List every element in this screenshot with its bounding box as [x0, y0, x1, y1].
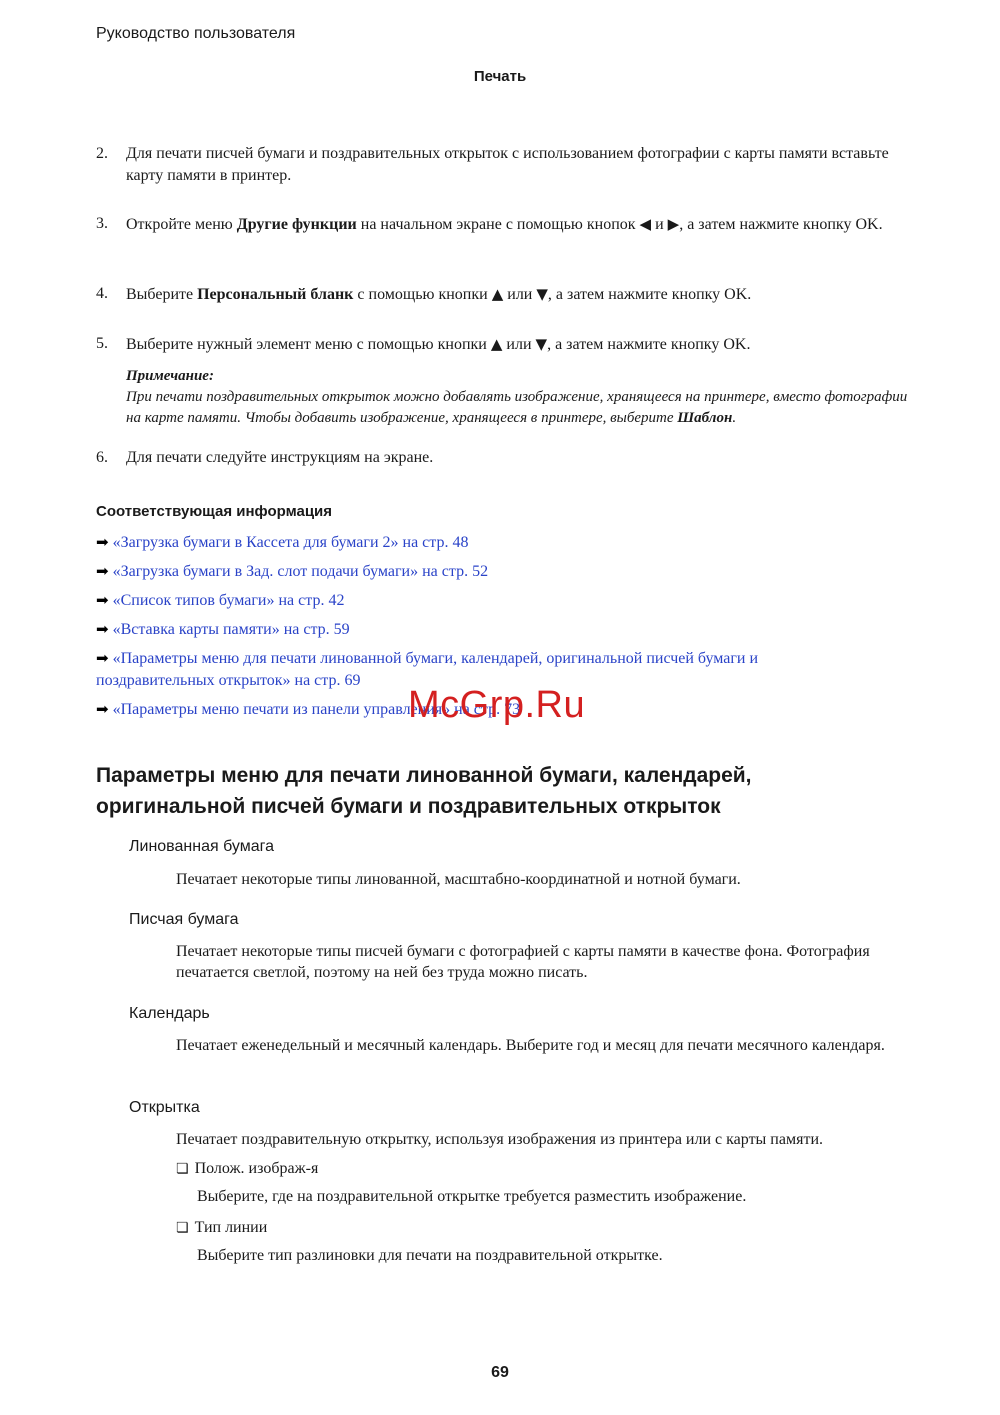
- options-section-heading: Параметры меню для печати линованной бумаги, календарей, оригинальной писчей бумаги и поздравительных открыток: [96, 764, 752, 818]
- step-3: [96, 213, 906, 236]
- arrow-right-icon: ➡: [96, 700, 109, 718]
- note-text: При печати поздравительных открыток можно добавлять изображение, хранящееся на принтере, вместо фотографии на карте памяти. Чтобы добавить изображение, хранящееся в принтере, выберите: [126, 389, 908, 426]
- related-link: [96, 618, 856, 641]
- checkbox-bullet-icon: ❏: [176, 1161, 189, 1177]
- menu-name-personal-letterhead: Персональный бланк: [197, 286, 354, 303]
- sub-item: [176, 1219, 267, 1237]
- arrow-right-icon: ➡: [96, 591, 109, 609]
- note-text-end: .: [732, 410, 737, 426]
- step-number: 3.: [96, 215, 108, 232]
- menu-item-description: Печатает некоторые типы линованной, масштабно-координатной и нотной бумаги.: [176, 871, 741, 888]
- step-number: 4.: [96, 285, 108, 302]
- related-link-text[interactable]: «Параметры меню печати из панели управления» на стр. 73: [112, 701, 521, 718]
- sub-item-label: Полож. изображ-я: [194, 1160, 319, 1177]
- step-text: и: [651, 216, 668, 233]
- step-text: Выберите нужный элемент меню с помощью кнопки: [126, 336, 491, 353]
- step-text: Выберите: [126, 286, 198, 303]
- arrow-right-icon: ➡: [96, 649, 109, 667]
- step-text: Для печати писчей бумаги и поздравительных открыток с использованием фотографии с карты памяти вставьте карту памяти в принтер.: [126, 145, 889, 184]
- sub-item: [176, 1160, 318, 1178]
- menu-item-name: Открытка: [129, 1099, 200, 1116]
- related-link: [96, 589, 856, 612]
- related-link: [96, 531, 856, 554]
- arrow-right-icon: ➡: [96, 562, 109, 580]
- right-triangle-icon: ▶: [667, 215, 680, 233]
- step-4: [96, 283, 906, 306]
- related-info-title: Соответствующая информация: [96, 503, 333, 520]
- section-title: Печать: [473, 68, 527, 85]
- note-block: [126, 366, 916, 429]
- checkbox-bullet-icon: ❏: [176, 1220, 189, 1236]
- arrow-right-icon: ➡: [96, 533, 109, 551]
- down-triangle-icon: ▼: [536, 285, 548, 303]
- related-link-text[interactable]: «Список типов бумаги» на стр. 42: [112, 592, 345, 609]
- step-text: , а затем нажмите кнопку OK.: [547, 336, 751, 353]
- left-triangle-icon: ◀: [639, 215, 652, 233]
- arrow-right-icon: ➡: [96, 620, 109, 638]
- related-link-text[interactable]: «Загрузка бумаги в Зад. слот подачи бумаги» на стр. 52: [112, 563, 489, 580]
- menu-item-description: Печатает некоторые типы писчей бумаги с фотографией с карты памяти в качестве фона. Фотография печатается светлой, поэтому на ней без труда можно писать.: [176, 943, 870, 981]
- step-text: или: [503, 286, 537, 303]
- guide-title: Руководство пользователя: [96, 25, 296, 42]
- step-text: Для печати следуйте инструкциям на экране.: [126, 449, 434, 466]
- menu-name-other-functions: Другие функции: [236, 216, 357, 233]
- note-template-term: Шаблон: [677, 410, 733, 426]
- menu-item-name: Линованная бумага: [129, 838, 274, 855]
- step-text: с помощью кнопки: [353, 286, 492, 303]
- menu-item-description: Печатает еженедельный и месячный календарь. Выберите год и месяц для печати месячного календаря.: [176, 1037, 885, 1054]
- related-link-text[interactable]: «Вставка карты памяти» на стр. 59: [112, 621, 350, 638]
- step-number: 5.: [96, 335, 108, 352]
- sub-item-label: Тип линии: [194, 1219, 268, 1236]
- step-text: , а затем нажмите кнопку OK.: [547, 286, 752, 303]
- related-link-text[interactable]: «Параметры меню для печати линованной бумаги, календарей, оригинальной писчей бумаги и поздравительных открыток» на стр. 69: [96, 650, 759, 689]
- step-text: на начальном экране с помощью кнопок: [356, 216, 640, 233]
- up-triangle-icon: ▲: [490, 335, 503, 353]
- step-number: 6.: [96, 449, 108, 466]
- step-number: 2.: [96, 145, 108, 162]
- note-title: Примечание:: [126, 368, 214, 384]
- down-triangle-icon: ▼: [535, 335, 548, 353]
- menu-item-description: Печатает поздравительную открытку, используя изображения из принтера или с карты памяти.: [176, 1131, 824, 1148]
- step-6: [96, 447, 906, 469]
- step-2: [96, 143, 906, 187]
- sub-item-description: Выберите, где на поздравительной открытке требуется разместить изображение.: [197, 1188, 747, 1205]
- step-5: [96, 333, 906, 356]
- page-number: 69: [491, 1364, 509, 1381]
- step-text: Откройте меню: [126, 216, 237, 233]
- menu-item-name: Писчая бумага: [129, 911, 239, 928]
- step-text: , а затем нажмите кнопку OK.: [679, 216, 883, 233]
- sub-item-description: Выберите тип разлиновки для печати на поздравительной открытке.: [197, 1247, 663, 1264]
- up-triangle-icon: ▲: [491, 285, 504, 303]
- watermark: McGrp.Ru: [408, 684, 586, 726]
- menu-item-name: Календарь: [129, 1005, 210, 1022]
- step-text: или: [502, 336, 536, 353]
- related-link: [96, 560, 856, 583]
- related-link-text[interactable]: «Загрузка бумаги в Кассета для бумаги 2» на стр. 48: [112, 534, 469, 551]
